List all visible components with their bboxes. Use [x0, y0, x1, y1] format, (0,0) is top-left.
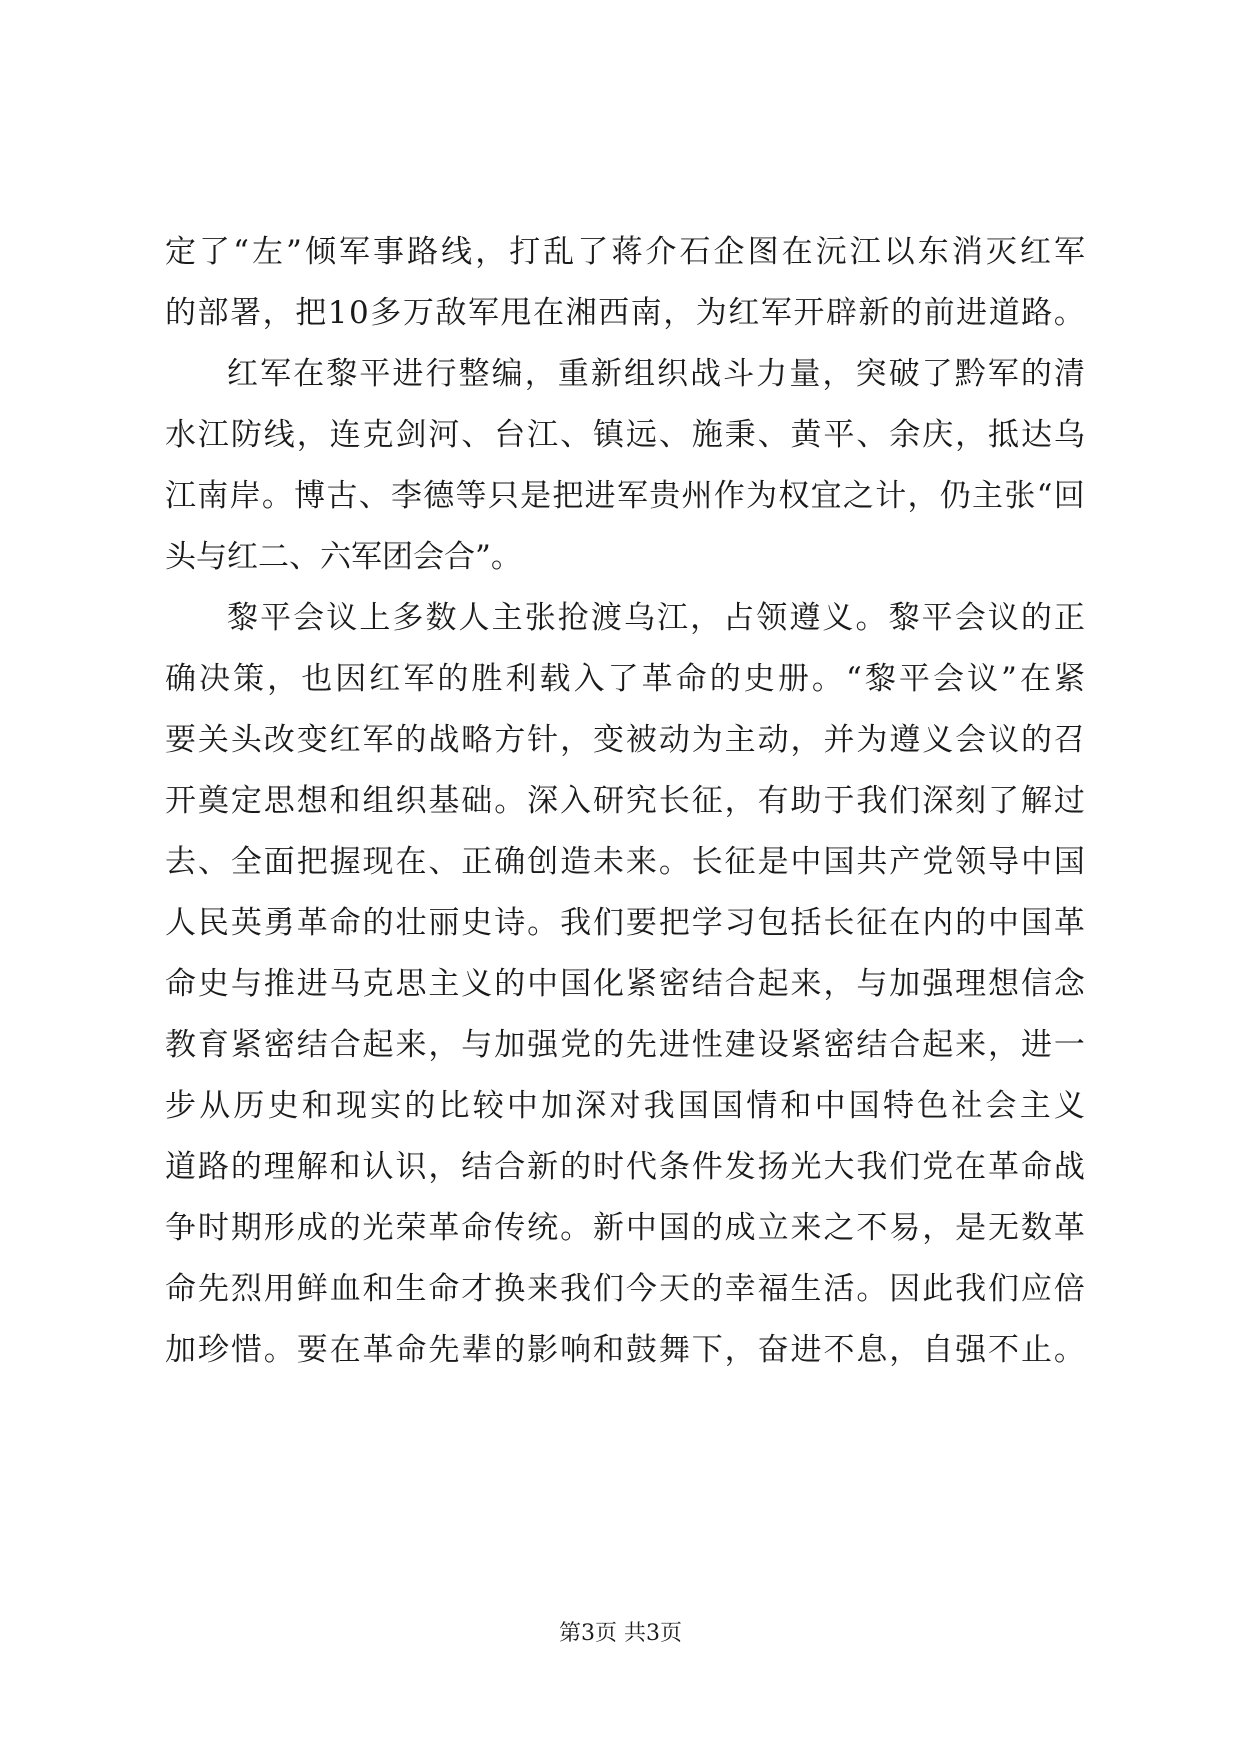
text-line: 加 珍 惜 。 要 在 革 命 先 辈 的 影 响 和 鼓 舞 下 ， 奋 进 不 息 ， 自 强 不 止 。: [165, 1332, 1085, 1368]
text-line: 确 决 策 ， 也 因 红 军 的 胜 利 载 入 了 革 命 的 史 册 。 “ 黎 平 会 议 ” 在 紧: [165, 661, 1085, 697]
text-line: 定 了 “ 左 ” 倾 军 事 路 线 ， 打 乱 了 蒋 介 石 企 图 在 沅 江 以 东 消 灭 红 军: [165, 234, 1085, 270]
text-line: 争 时 期 形 成 的 光 荣 革 命 传 统 。 新 中 国 的 成 立 来 之 不 易 ， 是 无 数 革: [165, 1210, 1085, 1246]
text-line: 红 军 在 黎 平 进 行 整 编 ， 重 新 组 织 战 斗 力 量 ， 突 破 了 黔 军 的 清: [227, 356, 1085, 392]
text-line: 教 育 紧 密 结 合 起 来 ， 与 加 强 党 的 先 进 性 建 设 紧 密 结 合 起 来 ， 进 一: [165, 1027, 1085, 1063]
text-line: 开 奠 定 思 想 和 组 织 基 础 。 深 入 研 究 长 征 ， 有 助 于 我 们 深 刻 了 解 过: [165, 783, 1085, 819]
text-line: 要 关 头 改 变 红 军 的 战 略 方 针 ， 变 被 动 为 主 动 ， 并 为 遵 义 会 议 的 召: [165, 722, 1085, 758]
text-line: 水 江 防 线 ， 连 克 剑 河 、 台 江 、 镇 远 、 施 秉 、 黄 平 、 余 庆 ， 抵 达 乌: [165, 417, 1085, 453]
text-line: 人 民 英 勇 革 命 的 壮 丽 史 诗 。 我 们 要 把 学 习 包 括 长 征 在 内 的 中 国 革: [165, 905, 1085, 941]
text-line: 黎 平 会 议 上 多 数 人 主 张 抢 渡 乌 江 ， 占 领 遵 义 。 黎 平 会 议 的 正: [227, 600, 1085, 636]
text-line: 命 史 与 推 进 马 克 思 主 义 的 中 国 化 紧 密 结 合 起 来 ， 与 加 强 理 想 信 念: [165, 966, 1085, 1002]
body-text: [165, 222, 1085, 1381]
text-line: 江 南 岸 。 博 古 、 李 德 等 只 是 把 进 军 贵 州 作 为 权 宜 之 计 ， 仍 主 张 “ 回: [165, 478, 1085, 514]
text-line: 命 先 烈 用 鲜 血 和 生 命 才 换 来 我 们 今 天 的 幸 福 生 活 。 因 此 我 们 应 倍: [165, 1271, 1085, 1307]
text-line: 道 路 的 理 解 和 认 识 ， 结 合 新 的 时 代 条 件 发 扬 光 大 我 们 党 在 革 命 战: [165, 1149, 1085, 1185]
text-line: 的 部 署 ， 把 1 0 多 万 敌 军 甩 在 湘 西 南 ， 为 红 军 开 辟 新 的 前 进 道 路 。: [165, 295, 1085, 331]
text-line: 去 、 全 面 把 握 现 在 、 正 确 创 造 未 来 。 长 征 是 中 国 共 产 党 领 导 中 国: [165, 844, 1085, 880]
text-line: 头 与 红 二 、 六 军 团 会 合 ” 。: [165, 539, 522, 575]
page-footer: 第3页 共3页: [559, 1621, 682, 1646]
text-line: 步 从 历 史 和 现 实 的 比 较 中 加 深 对 我 国 国 情 和 中 国 特 色 社 会 主 义: [165, 1088, 1085, 1124]
